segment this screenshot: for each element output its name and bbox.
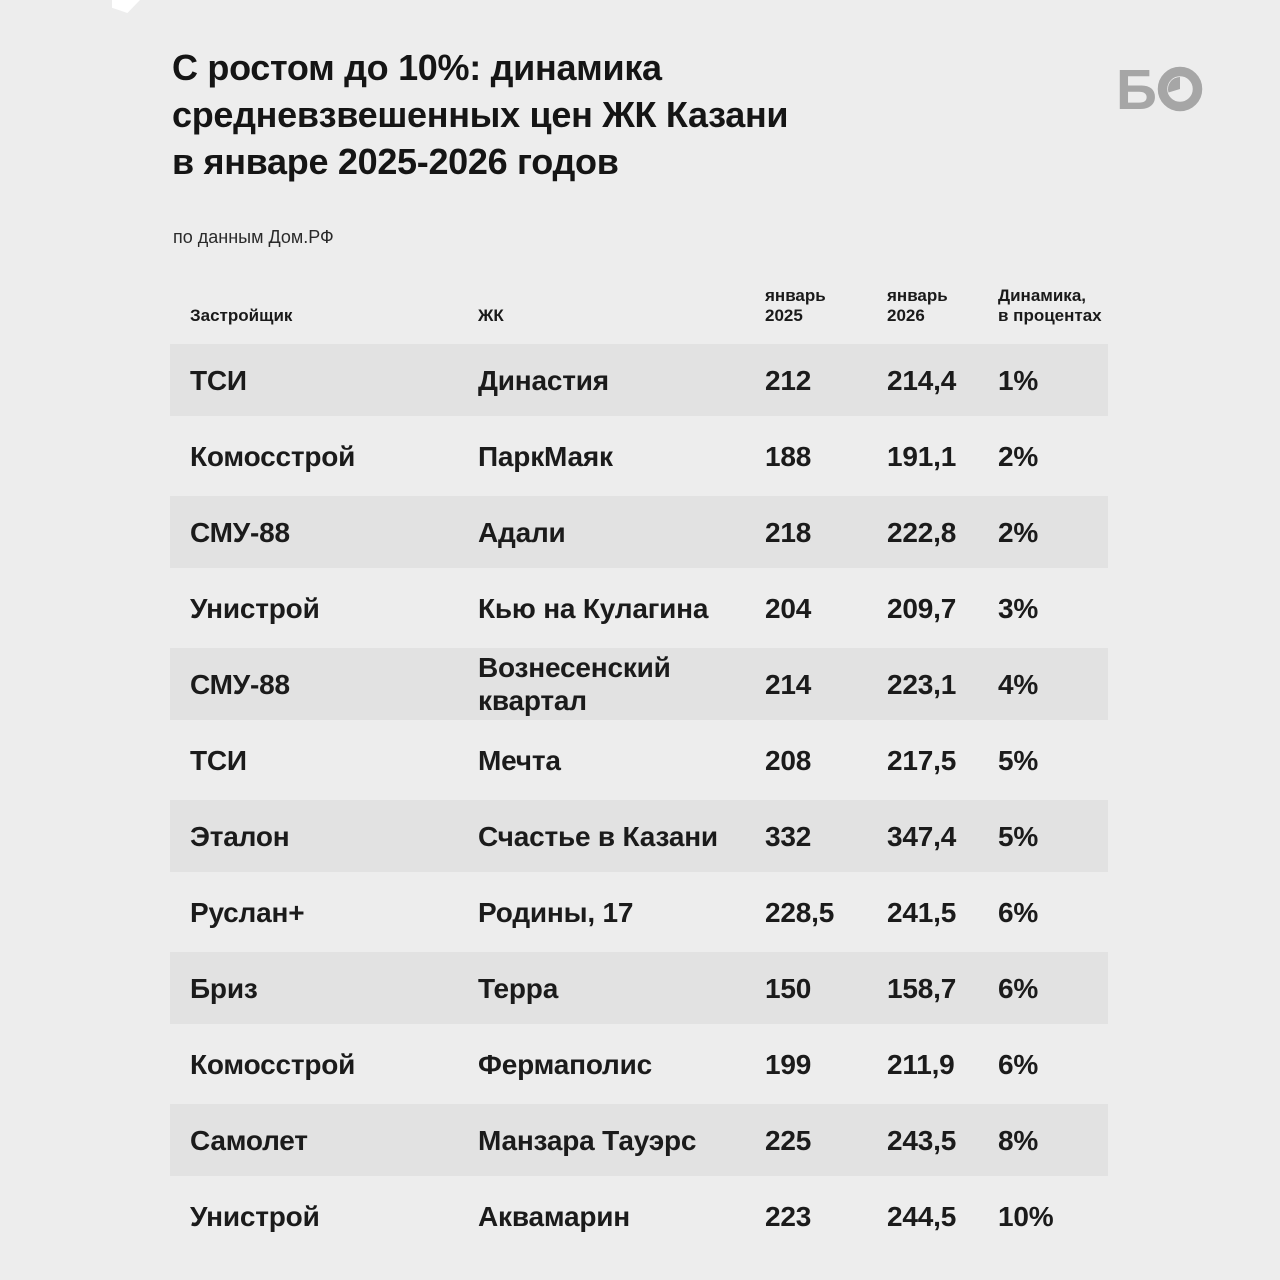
developer-cell: СМУ-88 <box>190 516 290 548</box>
jan-2025-cell: 208 <box>765 744 812 776</box>
jan-2025-cell: 204 <box>765 592 812 624</box>
dynamics-cell: 8% <box>998 1124 1039 1156</box>
table-row <box>170 876 1108 948</box>
column-header-bottom-line: ЖК <box>478 306 504 325</box>
dynamics-cell: 2% <box>998 440 1039 472</box>
developer-cell: Унистрой <box>190 592 320 624</box>
column-header-top-line: Динамика, <box>998 286 1086 305</box>
table-body <box>170 344 1108 1256</box>
dynamics-cell: 2% <box>998 516 1039 548</box>
developer-cell: Эталон <box>190 820 290 852</box>
developer-cell: Самолет <box>190 1124 308 1156</box>
title-line-3: в январе 2025-2026 годов <box>172 141 619 182</box>
complex-cell: Мечта <box>478 744 561 776</box>
column-header-bottom-line: 2026 <box>887 306 925 325</box>
complex-cell: ПаркМаяк <box>478 440 613 472</box>
table-row <box>170 420 1108 492</box>
complex-cell: Адали <box>478 516 566 548</box>
table-row <box>170 724 1108 796</box>
jan-2026-cell: 214,4 <box>887 364 957 396</box>
complex-cell: Аквамарин <box>478 1200 630 1232</box>
jan-2026-cell: 347,4 <box>887 820 957 852</box>
complex-cell: Фермаполис <box>478 1048 653 1080</box>
page-title <box>172 44 952 185</box>
business-online-logo <box>1116 62 1208 112</box>
dynamics-cell: 4% <box>998 668 1039 700</box>
logo-letter-b: Б <box>1116 62 1157 112</box>
column-header-bottom-line: в процентах <box>998 306 1102 325</box>
jan-2026-cell: 241,5 <box>887 896 957 928</box>
jan-2025-cell: 214 <box>765 668 812 700</box>
complex-cell: Счастье в Казани <box>478 820 718 852</box>
logo-graphic <box>1116 62 1208 112</box>
table-row <box>170 800 1108 872</box>
complex-cell: Родины, 17 <box>478 896 634 928</box>
jan-2025-cell: 223 <box>765 1200 812 1232</box>
dynamics-cell: 5% <box>998 820 1039 852</box>
column-header-jan-2025 <box>765 282 887 326</box>
column-header-dynamics <box>998 282 1108 326</box>
complex-cell: Вознесенский квартал <box>478 652 671 716</box>
jan-2025-cell: 212 <box>765 364 812 396</box>
table-row <box>170 952 1108 1024</box>
column-header-jan-2026 <box>887 282 998 326</box>
jan-2026-cell: 191,1 <box>887 440 957 472</box>
table-row <box>170 648 1108 720</box>
column-header-top-line: январь <box>765 286 826 305</box>
title-line-2: средневзвешенных цен ЖК Казани <box>172 94 789 135</box>
dynamics-cell: 3% <box>998 592 1039 624</box>
jan-2026-cell: 158,7 <box>887 972 957 1004</box>
developer-cell: ТСИ <box>190 364 247 396</box>
table-row <box>170 1028 1108 1100</box>
dynamics-cell: 6% <box>998 1048 1039 1080</box>
table-row <box>170 1104 1108 1176</box>
jan-2025-cell: 150 <box>765 972 812 1004</box>
column-header-complex <box>478 282 765 326</box>
jan-2025-cell: 218 <box>765 516 812 548</box>
column-header-bottom-line: 2025 <box>765 306 803 325</box>
jan-2025-cell: 199 <box>765 1048 812 1080</box>
developer-cell: ТСИ <box>190 744 247 776</box>
dynamics-cell: 6% <box>998 972 1039 1004</box>
developer-cell: Комосстрой <box>190 440 356 472</box>
dynamics-cell: 10% <box>998 1200 1054 1232</box>
dynamics-cell: 1% <box>998 364 1039 396</box>
complex-cell: Манзара Тауэрс <box>478 1124 697 1156</box>
jan-2026-cell: 222,8 <box>887 516 957 548</box>
jan-2025-cell: 188 <box>765 440 812 472</box>
jan-2026-cell: 211,9 <box>887 1048 955 1080</box>
jan-2025-cell: 332 <box>765 820 812 852</box>
table-row <box>170 1180 1108 1252</box>
top-corner-notch <box>112 0 140 13</box>
dynamics-cell: 6% <box>998 896 1039 928</box>
jan-2026-cell: 244,5 <box>887 1200 957 1232</box>
jan-2025-cell: 228,5 <box>765 896 835 928</box>
developer-cell: СМУ-88 <box>190 668 290 700</box>
developer-cell: Комосстрой <box>190 1048 356 1080</box>
source-note: по данным Дом.РФ <box>173 227 334 247</box>
complex-cell: Династия <box>478 364 609 396</box>
column-header-top-line: январь <box>887 286 948 305</box>
table-header-row <box>170 282 1108 326</box>
table-row <box>170 344 1108 416</box>
developer-cell: Унистрой <box>190 1200 320 1232</box>
jan-2026-cell: 209,7 <box>887 592 957 624</box>
dynamics-cell: 5% <box>998 744 1039 776</box>
complex-cell: Кью на Кулагина <box>478 592 709 624</box>
title-line-1: С ростом до 10%: динамика <box>172 47 662 88</box>
jan-2026-cell: 223,1 <box>887 668 957 700</box>
developer-cell: Бриз <box>190 972 258 1004</box>
jan-2025-cell: 225 <box>765 1124 812 1156</box>
column-header-developer <box>190 282 478 326</box>
jan-2026-cell: 217,5 <box>887 744 957 776</box>
table-row <box>170 496 1108 568</box>
table-row <box>170 572 1108 644</box>
complex-cell: Терра <box>478 972 559 1004</box>
developer-cell: Руслан+ <box>190 896 305 928</box>
column-header-bottom-line: Застройщик <box>190 306 293 325</box>
jan-2026-cell: 243,5 <box>887 1124 957 1156</box>
